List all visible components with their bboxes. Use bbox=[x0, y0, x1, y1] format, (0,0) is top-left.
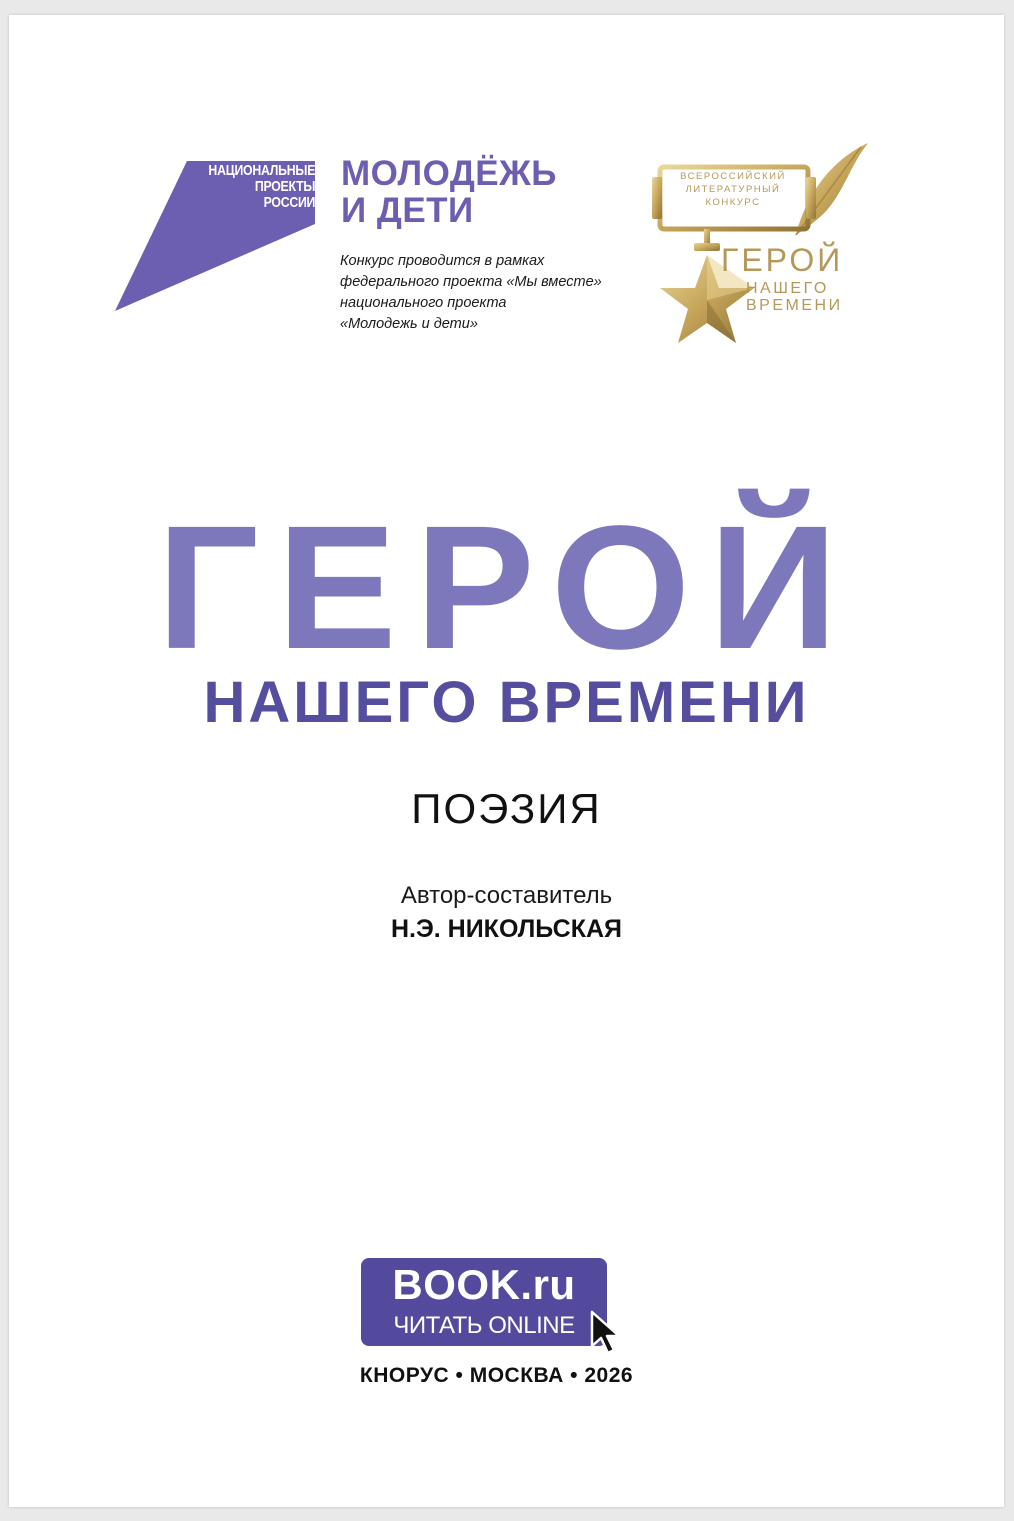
youth-project-title: МОЛОДЁЖЬ И ДЕТИ bbox=[341, 154, 557, 230]
contest-note: Конкурс проводится в рамках федерального проекта «Мы вместе» национального проекта «Молодежь и дети» bbox=[340, 253, 602, 332]
read-online-label: ЧИТАТЬ ONLINE bbox=[393, 1312, 575, 1339]
national-projects-text: НАЦИОНАЛЬНЫЕ ПРОЕКТЫ РОССИИ bbox=[208, 162, 315, 211]
cursor-icon bbox=[589, 1310, 625, 1356]
author-label: Автор-составитель bbox=[400, 882, 613, 909]
contest-medal-emblem bbox=[646, 125, 876, 360]
book-ru-badge[interactable] bbox=[361, 1258, 607, 1346]
medal-hero-text: ГЕРОЙ bbox=[721, 242, 844, 278]
publisher-imprint: КНОРУС • МОСКВА • 2026 bbox=[359, 1364, 634, 1387]
author-name: Н.Э. НИКОЛЬСКАЯ bbox=[390, 915, 622, 943]
medal-caption: ВСЕРОССИЙСКИЙ ЛИТЕРАТУРНЫЙ КОНКУРС bbox=[680, 171, 786, 208]
book-title: ГЕРОЙ bbox=[156, 490, 857, 686]
title-page bbox=[9, 15, 1004, 1507]
national-projects-logo bbox=[115, 161, 315, 311]
book-genre: ПОЭЗИЯ bbox=[411, 785, 602, 832]
medal-subtitle: НАШЕГО ВРЕМЕНИ bbox=[746, 280, 843, 314]
book-ru-name: BOOK.ru bbox=[392, 1261, 576, 1308]
book-subtitle: НАШЕГО ВРЕМЕНИ bbox=[203, 670, 810, 735]
